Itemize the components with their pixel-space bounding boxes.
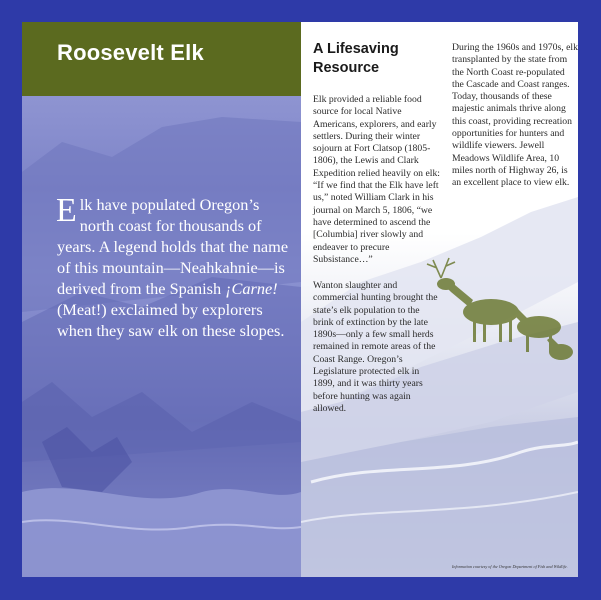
- body-paragraph-food-source: Elk provided a reliable food source for local Native Americans, explorers, and early settlers. During their winter sojourn at Fort Clatsop (1805-1806), the Lewis and Clark Expedition relied heavily on elk: “If we find that the Elk have left us,” noted William Clark in his journal on March 5, 1806, “we have determined to ascend the [Columbia] river slowly and endeaver to precure Subsistance…”: [313, 94, 440, 265]
- intro-paragraph: [57, 194, 295, 341]
- intro-text-part1: lk have populated Oregon’s north coast for thousands of years. A legend holds that the name of this mountain—Neahkahnie—is derived from the Spanish: [57, 195, 289, 298]
- body-paragraph-slaughter: Wanton slaughter and commercial hunting brought the state’s elk population to the brink of extinction by the late 1890s—only a few small herds remained in remote areas of the Coast Range. Oregon’s Legislature protected elk in 1899, and it was thirty years before hunting was again allowed.: [313, 280, 438, 414]
- drop-cap: E: [56, 192, 77, 229]
- body-paragraph-recovery: During the 1960s and 1970s, elk transplanted by the state from the North Coast re-populated the Cascade and Coast ranges. Today, thousands of these majestic animals thrive along this coast, providing recreation opportunities for hunters and wildlife viewers. Jewell Meadows Wildlife Area, 10 miles north of Highway 26, is an excellent place to view elk.: [452, 42, 578, 189]
- title-band: [22, 22, 301, 96]
- intro-text-part2: (Meat!) exclaimed by explorers when they saw elk on these slopes.: [57, 300, 285, 340]
- section-heading: A Lifesaving Resource: [313, 41, 399, 76]
- sign-content: [22, 22, 578, 577]
- credit-line: Information courtesy of the Oregon Department of Fish and Wildlife.: [452, 564, 568, 569]
- intro-spanish-word: ¡Carne!: [225, 279, 278, 298]
- page-title: Roosevelt Elk: [57, 40, 204, 65]
